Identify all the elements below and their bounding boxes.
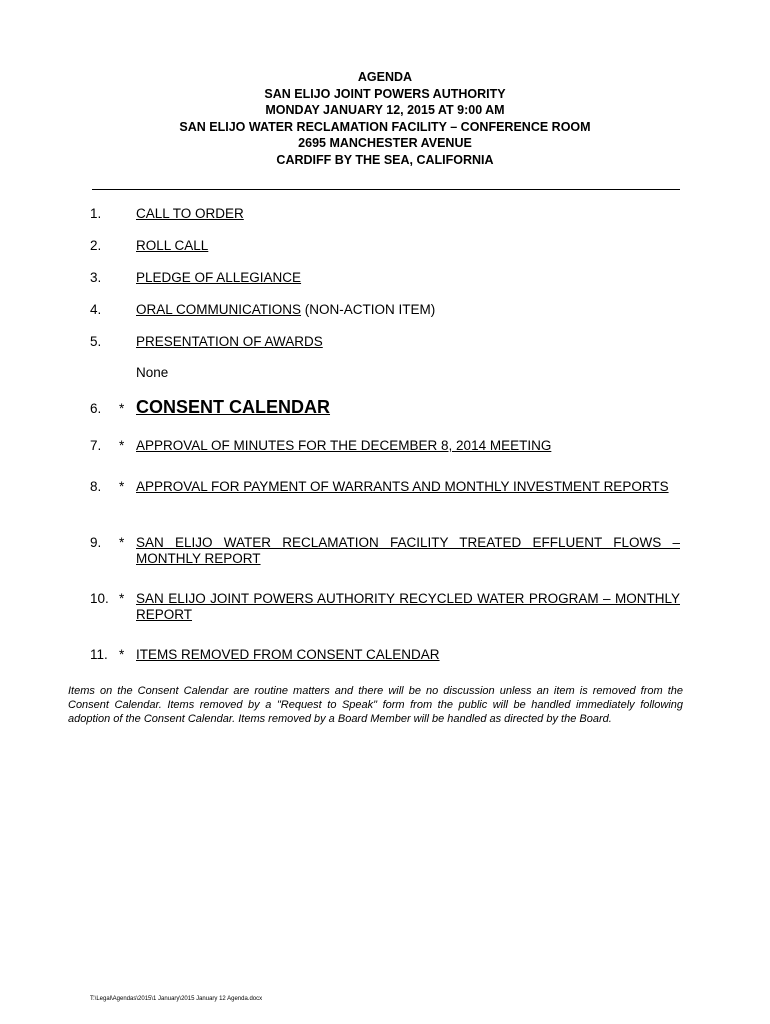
meeting-location: SAN ELIJO WATER RECLAMATION FACILITY – CONFERENCE ROOM xyxy=(179,119,591,134)
consent-marker: * xyxy=(119,401,125,416)
consent-calendar-note: Items on the Consent Calendar are routine matters and there will be no discussion unless an item is removed from the Consent Calendar. Items removed by a "Request to Speak" form from the public will be handled immediately following adoption of the Consent Calendar. Items removed by a Board Member will be handled as directed by the Board. xyxy=(68,685,683,725)
item-number: 9. xyxy=(90,535,102,550)
consent-marker: * xyxy=(119,647,125,662)
consent-marker: * xyxy=(119,591,125,606)
item-title: SAN ELIJO JOINT POWERS AUTHORITY RECYCLED WATER PROGRAM – MONTHLY REPORT xyxy=(136,591,680,622)
item-title: ROLL CALL xyxy=(136,238,209,253)
item-title: ITEMS REMOVED FROM CONSENT CALENDAR xyxy=(136,647,440,662)
item-number: 5. xyxy=(90,334,102,349)
item-number: 4. xyxy=(90,302,102,317)
item-title: PRESENTATION OF AWARDS xyxy=(136,334,323,349)
header-divider xyxy=(92,189,680,190)
item-number: 6. xyxy=(90,401,102,416)
item-title: CONSENT CALENDAR xyxy=(136,397,331,417)
item-title-wrapper xyxy=(136,302,680,318)
city-state: CARDIFF BY THE SEA, CALIFORNIA xyxy=(276,152,494,167)
agenda-header xyxy=(0,69,770,168)
item-suffix: (NON-ACTION ITEM) xyxy=(301,302,436,317)
organization-name: SAN ELIJO JOINT POWERS AUTHORITY xyxy=(264,86,506,101)
item-title: SAN ELIJO WATER RECLAMATION FACILITY TREATED EFFLUENT FLOWS – MONTHLY REPORT xyxy=(136,535,680,566)
item-title: ORAL COMMUNICATIONS xyxy=(136,302,302,317)
item-number: 1. xyxy=(90,206,102,221)
agenda-title: AGENDA xyxy=(357,70,413,84)
meeting-date-time: MONDAY JANUARY 12, 2015 AT 9:00 AM xyxy=(265,103,505,117)
item-title: CALL TO ORDER xyxy=(136,206,244,221)
item-number: 2. xyxy=(90,238,102,253)
item-number: 3. xyxy=(90,270,102,285)
item-title: APPROVAL OF MINUTES FOR THE DECEMBER 8, 2014 MEETING xyxy=(136,438,552,453)
file-path-footer: T:\Legal\Agendas\2015\1 January\2015 January 12 Agenda.docx xyxy=(90,996,263,1002)
consent-marker: * xyxy=(119,535,125,550)
item-number: 7. xyxy=(90,438,102,453)
item-title: APPROVAL FOR PAYMENT OF WARRANTS AND MONTHLY INVESTMENT REPORTS xyxy=(136,479,669,494)
item-number: 10. xyxy=(90,591,109,606)
consent-marker: * xyxy=(119,438,125,453)
consent-marker: * xyxy=(119,479,125,494)
street-address: 2695 MANCHESTER AVENUE xyxy=(298,136,472,150)
item-title: PLEDGE OF ALLEGIANCE xyxy=(136,270,302,285)
agenda-item-5-subtext: None xyxy=(136,365,169,380)
item-number: 11. xyxy=(90,647,108,662)
item-number: 8. xyxy=(90,479,102,494)
